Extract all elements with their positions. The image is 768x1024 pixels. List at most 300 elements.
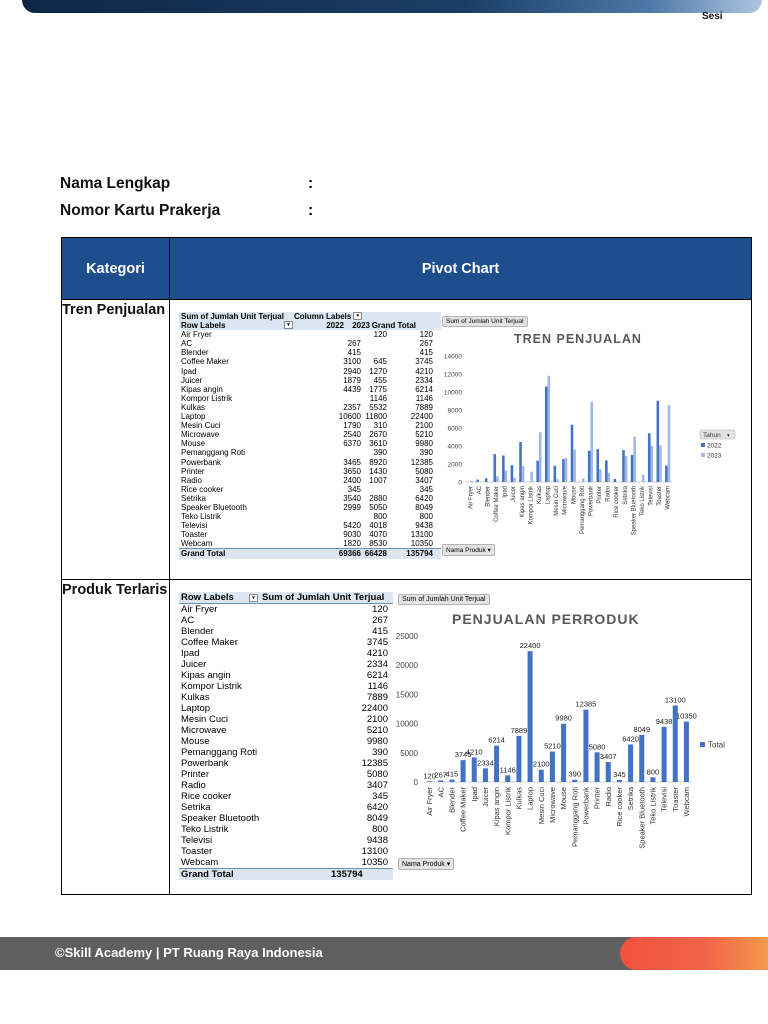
pivot2-row bbox=[179, 714, 393, 725]
pivot2-row-value: 7889 bbox=[366, 692, 388, 703]
chart1-category-label: Air Fryer bbox=[468, 486, 475, 509]
chart2-category-label: Air Fryer bbox=[425, 787, 435, 816]
pivot2-row-label: Televisi bbox=[181, 835, 213, 846]
chart2-data-label: 2334 bbox=[477, 758, 494, 768]
chart1-category-label: Mouse bbox=[571, 486, 578, 505]
chart1-category-label: Printer bbox=[597, 486, 604, 504]
chart2-legend-label: Total bbox=[708, 740, 725, 750]
pivot1-grand-total-row bbox=[179, 548, 441, 558]
chart1-bar-2022 bbox=[622, 450, 625, 482]
chart2-data-label: 2100 bbox=[532, 759, 550, 769]
pivot1-row-label: Pemanggang Roti bbox=[181, 448, 246, 458]
pivot1-row-label: Setrika bbox=[181, 493, 206, 503]
pivot2-row-label: Kulkas bbox=[181, 692, 210, 703]
chart1-category-label: AC bbox=[476, 486, 483, 495]
pivot2-row-label: Mesin Cuci bbox=[181, 714, 228, 725]
chart2-data-label: 13100 bbox=[664, 695, 686, 705]
pivot2-row-value: 5210 bbox=[366, 725, 388, 736]
chart1-legend-label: 2022 bbox=[707, 442, 722, 450]
chart1-ytick-label: 4000 bbox=[447, 443, 462, 451]
pivot1-row bbox=[179, 494, 441, 503]
pivot1-row bbox=[179, 476, 441, 485]
chart1-legend-dropdown-icon: ▾ bbox=[727, 433, 730, 439]
pivot1-row-label: Webcam bbox=[181, 539, 213, 549]
chart1-bar-2023 bbox=[539, 432, 542, 482]
pivot1-header-b bbox=[179, 321, 441, 330]
chart2-bar bbox=[461, 760, 466, 782]
pivot1-row-value: 120 bbox=[373, 330, 387, 340]
chart2-data-label: 7889 bbox=[510, 725, 528, 735]
pivot1-row bbox=[179, 439, 441, 448]
pivot1-row-value: 10350 bbox=[410, 539, 433, 549]
chart1-bar-2022 bbox=[648, 433, 651, 482]
pivot1-row-value: 800 bbox=[373, 512, 387, 522]
pivot1-row bbox=[179, 357, 441, 366]
chart2-category-label: Toaster bbox=[670, 787, 680, 812]
chart1-category-label: Laptop bbox=[545, 486, 552, 505]
pivot2-row-value: 8049 bbox=[366, 813, 388, 824]
pivot1-row-label: Mouse bbox=[181, 439, 206, 449]
pivot1-row-label: Laptop bbox=[181, 412, 206, 422]
pivot1-row bbox=[179, 421, 441, 430]
chart1-legend-swatch bbox=[701, 453, 705, 457]
chart2-bar bbox=[494, 746, 499, 782]
pivot1-row-value: 9980 bbox=[415, 439, 433, 449]
chart2-axis-button[interactable]: Nama Produk ▾ bbox=[398, 858, 454, 870]
chart2-bar bbox=[516, 736, 521, 782]
chart1-bar-2023 bbox=[582, 478, 585, 482]
pivot2-row bbox=[179, 857, 393, 868]
chart2-data-label: 3407 bbox=[599, 752, 617, 762]
pivot2-gt-value: 135794 bbox=[331, 869, 363, 880]
column-filter-dropdown[interactable]: ▾ bbox=[353, 312, 362, 320]
pivot1-row-value: 6214 bbox=[415, 384, 433, 394]
chart2-ytick-label: 5000 bbox=[400, 748, 418, 758]
chart2-data-label: 5210 bbox=[544, 741, 561, 751]
pivot1-row-value: 2999 bbox=[343, 502, 361, 512]
chart1-ytick-label: 6000 bbox=[447, 425, 462, 433]
chart2-category-label: Laptop bbox=[525, 787, 535, 810]
pivot1-row bbox=[179, 530, 441, 539]
pivot2-row bbox=[179, 835, 393, 846]
pivot1-gt-label: Grand Total bbox=[181, 549, 226, 559]
chart2-data-label: 345 bbox=[613, 769, 626, 779]
field-label-card: Nomor Kartu Prakerja bbox=[60, 202, 221, 219]
pivot1-row-value bbox=[361, 348, 387, 357]
chart1-bar-2023 bbox=[513, 478, 516, 482]
pivot2-row-label: Printer bbox=[181, 769, 209, 780]
chart1-bar-2022 bbox=[596, 449, 599, 482]
chart1-category-label: Radio bbox=[605, 486, 612, 502]
chart2-category-label: Printer bbox=[592, 787, 602, 810]
chart2-category-label: Rice cooker bbox=[614, 787, 624, 827]
chart1-bar-2023 bbox=[625, 456, 628, 482]
chart1-ytick-label: 0 bbox=[458, 479, 462, 487]
pivot2-header bbox=[179, 592, 393, 604]
pivot1-row-value: 2400 bbox=[343, 475, 361, 485]
chart2-bar bbox=[550, 752, 555, 782]
chart2-data-label: 6420 bbox=[622, 734, 639, 744]
chart1-category-label: Pemanggang Roti bbox=[579, 486, 586, 535]
chart1-category-label: Kipas angin bbox=[519, 486, 526, 518]
chart2-bar bbox=[528, 651, 533, 782]
pivot1-row bbox=[179, 539, 441, 548]
pivot2-row-value: 13100 bbox=[361, 846, 388, 857]
pivot-cell-1 bbox=[170, 300, 752, 580]
pivot2-row bbox=[179, 802, 393, 813]
pivot2-row-label: Laptop bbox=[181, 703, 211, 714]
pivot2-row-value: 6420 bbox=[366, 802, 388, 813]
pivot1-row-value: 8530 bbox=[369, 539, 387, 549]
chart1-category-label: Kulkas bbox=[536, 486, 543, 505]
pivot1-row-label: Toaster bbox=[181, 530, 208, 540]
chart2-category-label: Kipas angin bbox=[492, 787, 502, 827]
pivot2-row-value: 3407 bbox=[366, 780, 388, 791]
pivot1-row-value: 3745 bbox=[415, 357, 433, 367]
pivot1-row-label: Kompor Listrik bbox=[181, 393, 233, 403]
pivot2-row-label: Radio bbox=[181, 780, 206, 791]
pivot2-row-label: Kipas angin bbox=[181, 670, 231, 681]
pivot1-row-label: Kipas angin bbox=[181, 384, 223, 394]
chart-penjualan-perroduk bbox=[394, 590, 746, 882]
category-produk-terlaris: Produk Terlaris bbox=[62, 580, 170, 895]
pivot2-row-value: 22400 bbox=[361, 703, 388, 714]
pivot2-row-label: Microwave bbox=[181, 725, 227, 736]
pivot1-row bbox=[179, 330, 441, 339]
pivot1-row-label: Air Fryer bbox=[181, 330, 212, 340]
pivot2-gt-label: Grand Total bbox=[181, 869, 234, 880]
pivot2-row-label: Coffee Maker bbox=[181, 637, 238, 648]
chart1-bar-2023 bbox=[608, 473, 611, 482]
pivot2-row bbox=[179, 846, 393, 857]
chart2-data-label: 22400 bbox=[519, 641, 541, 651]
pivot2-row-label: Blender bbox=[181, 626, 214, 637]
chart1-category-label: Toaster bbox=[657, 486, 664, 506]
pivot1-row-label: Mesin Cuci bbox=[181, 421, 221, 431]
pivot1-row-value: 8920 bbox=[369, 457, 387, 467]
chart2-bar bbox=[539, 770, 544, 782]
chart1-ytick-label: 8000 bbox=[447, 407, 462, 415]
chart2-ytick-label: 15000 bbox=[395, 690, 418, 700]
chart1-ytick-label: 12000 bbox=[443, 371, 462, 379]
pivot-table-total bbox=[179, 592, 393, 880]
chart2-category-label: Teko Listrik bbox=[648, 787, 658, 825]
pivot1-row-value: 1775 bbox=[369, 384, 387, 394]
chart1-bar-2022 bbox=[665, 466, 668, 482]
pivot1-row bbox=[179, 376, 441, 385]
chart1-bar-2023 bbox=[505, 471, 508, 482]
chart2-category-label: Mesin Cuci bbox=[536, 787, 546, 825]
chart2-category-label: Mouse bbox=[559, 787, 569, 810]
chart2-category-label: Microwave bbox=[547, 787, 557, 823]
chart1-bar-2022 bbox=[562, 459, 565, 482]
pivot2-row-label: Ipad bbox=[181, 648, 200, 659]
chart2-category-label: Radio bbox=[603, 787, 613, 807]
chart2-data-label: 9438 bbox=[655, 716, 673, 726]
pivot1-row-value bbox=[315, 448, 361, 457]
pivot1-row bbox=[179, 458, 441, 467]
pivot1-row-value: 1879 bbox=[343, 375, 361, 385]
pivot1-row-value: 13100 bbox=[410, 530, 433, 540]
chart1-bar-2022 bbox=[536, 461, 539, 482]
chart1-bar-2022 bbox=[605, 460, 608, 482]
chart1-bar-2023 bbox=[470, 481, 473, 482]
pivot1-gt-2022: 69366 bbox=[338, 549, 361, 559]
chart1-bar-2023 bbox=[530, 472, 533, 482]
chart2-bar bbox=[572, 780, 577, 782]
chart1-category-label: Ipad bbox=[502, 486, 509, 498]
chart2-data-label: 8049 bbox=[633, 724, 651, 734]
chart1-bar-2022 bbox=[485, 478, 488, 482]
pivot2-row-value: 120 bbox=[372, 604, 388, 615]
pivot1-row-label: Microwave bbox=[181, 430, 220, 440]
chart1-bar-2022 bbox=[657, 401, 660, 482]
footer-accent bbox=[620, 937, 768, 970]
pivot1-row bbox=[179, 521, 441, 530]
pivot1-row-value: 1430 bbox=[369, 466, 387, 476]
pivot1-row-label: Rice cooker bbox=[181, 484, 224, 494]
chart1-title: TREN PENJUALAN bbox=[514, 332, 642, 346]
pivot2-row bbox=[179, 758, 393, 769]
chart2-category-label: Setrika bbox=[626, 787, 636, 811]
chart1-bar-2023 bbox=[642, 475, 645, 482]
pivot1-row-value: 267 bbox=[347, 339, 361, 349]
chart1-bar-2022 bbox=[502, 456, 505, 482]
chart1-bar-2022 bbox=[511, 465, 514, 482]
chart2-data-label: 800 bbox=[646, 767, 660, 777]
pivot2-row-filter-dropdown[interactable]: ▾ bbox=[249, 594, 258, 602]
pivot1-row-value: 6370 bbox=[343, 439, 361, 449]
chart2-title: PENJUALAN PERRODUK bbox=[452, 611, 640, 627]
pivot1-row-value: 2880 bbox=[369, 493, 387, 503]
chart1-bar-2023 bbox=[633, 437, 636, 482]
pivot1-row-value: 2540 bbox=[343, 430, 361, 440]
chart2-data-label: 3745 bbox=[454, 750, 472, 760]
chart2-bar bbox=[505, 775, 510, 782]
chart2-bar bbox=[427, 781, 432, 782]
pivot1-row-value: 10600 bbox=[338, 412, 361, 422]
pivot-table-yearly bbox=[179, 312, 441, 559]
pivot2-row-label: Pemanggang Roti bbox=[181, 747, 258, 758]
pivot1-row-label: Kulkas bbox=[181, 402, 206, 412]
chart2-bar bbox=[628, 745, 633, 782]
chart2-category-label: Powerbank bbox=[581, 787, 591, 825]
chart1-bar-2022 bbox=[493, 454, 496, 482]
chart1-axis-button[interactable]: Nama Produk ▾ bbox=[442, 544, 495, 556]
chart2-bar bbox=[650, 777, 655, 782]
pivot2-row bbox=[179, 780, 393, 791]
header-kategori: Kategori bbox=[62, 238, 170, 300]
footer-text: ©Skill Academy | PT Ruang Raya Indonesia bbox=[55, 945, 323, 960]
pivot1-row-label: Speaker Bluetooth bbox=[181, 502, 247, 512]
pivot1-row-value: 267 bbox=[419, 339, 433, 349]
pivot1-row bbox=[179, 448, 441, 457]
chart1-bar-2023 bbox=[548, 376, 551, 482]
pivot1-row bbox=[179, 512, 441, 521]
chart1-axis-label: Nama Produk bbox=[446, 547, 486, 554]
pivot1-row bbox=[179, 339, 441, 348]
pivot1-row-value: 11800 bbox=[365, 412, 387, 422]
chart1-bar-2022 bbox=[631, 455, 634, 482]
pivot1-row-label: Powerbank bbox=[181, 457, 222, 467]
pivot1-row-value: 800 bbox=[419, 512, 433, 522]
pivot1-row-value: 2940 bbox=[343, 366, 361, 376]
pivot1-row-value: 4439 bbox=[343, 384, 361, 394]
chart1-category-label: Powerbank bbox=[588, 486, 595, 517]
chart2-bar bbox=[606, 762, 611, 782]
pivot1-corner: Sum of Jumlah Unit Terjual bbox=[181, 312, 284, 321]
chart2-svg bbox=[394, 590, 746, 882]
pivot2-row-value: 345 bbox=[372, 791, 388, 802]
pivot1-row-value: 7889 bbox=[415, 402, 433, 412]
chart2-category-label: Kompor Listrik bbox=[503, 787, 513, 835]
pivot1-row-value: 345 bbox=[419, 484, 433, 494]
chart2-data-label: 120 bbox=[423, 771, 436, 781]
chart1-bar-2023 bbox=[573, 450, 576, 482]
chart1-field-button[interactable]: Sum of Jumlah Unit Terjual bbox=[442, 316, 528, 327]
chart1-category-label: Teko Listrik bbox=[639, 486, 646, 517]
pivot1-row-value: 5050 bbox=[369, 502, 387, 512]
chart-tren-penjualan bbox=[442, 312, 744, 570]
chart1-category-label: Juicer bbox=[511, 486, 518, 503]
pivot2-row-value: 6214 bbox=[366, 670, 388, 681]
pivot2-value-header: Sum of Jumlah Unit Terjual bbox=[262, 592, 385, 603]
pivot2-row-label: Toaster bbox=[181, 846, 213, 857]
chart1-bar-2023 bbox=[599, 469, 602, 482]
session-label: Sesi bbox=[702, 11, 723, 22]
pivot2-row-label: Mouse bbox=[181, 736, 210, 747]
chart2-bar bbox=[449, 780, 454, 782]
chart2-legend-swatch bbox=[700, 742, 705, 747]
chart1-bar-2023 bbox=[565, 458, 568, 482]
chart2-category-label: Televisi bbox=[659, 787, 669, 812]
pivot2-row bbox=[179, 659, 393, 670]
pivot1-row-value: 4070 bbox=[369, 530, 387, 540]
chart2-category-label: Coffee Maker bbox=[458, 787, 468, 832]
chart1-bar-2023 bbox=[496, 476, 499, 482]
chart1-ytick-label: 2000 bbox=[447, 461, 462, 469]
pivot1-row-label: Ipad bbox=[181, 366, 197, 376]
pivot2-row-label: AC bbox=[181, 615, 195, 626]
pivot1-row-label: Televisi bbox=[181, 521, 208, 531]
pivot1-row-value: 2357 bbox=[343, 402, 361, 412]
pivot1-row bbox=[179, 430, 441, 439]
pivot1-row bbox=[179, 367, 441, 376]
chart2-bar bbox=[438, 780, 443, 782]
pivot2-row bbox=[179, 824, 393, 835]
pivot1-row bbox=[179, 385, 441, 394]
chart1-legend-swatch bbox=[701, 443, 705, 447]
assignment-table bbox=[61, 237, 752, 895]
pivot2-row-label: Webcam bbox=[181, 857, 219, 868]
chart2-data-label: 4210 bbox=[465, 747, 483, 757]
chart2-ytick-label: 0 bbox=[413, 778, 418, 787]
pivot1-row-value: 415 bbox=[347, 348, 361, 358]
chart2-bar bbox=[483, 768, 488, 782]
field-label-name: Nama Lengkap bbox=[60, 175, 171, 192]
chart2-bar bbox=[583, 710, 588, 782]
pivot2-row bbox=[179, 791, 393, 802]
pivot1-row-value: 1146 bbox=[369, 393, 387, 403]
chart2-data-label: 267 bbox=[434, 770, 448, 780]
pivot1-row-value: 390 bbox=[373, 448, 387, 458]
pivot1-row-value: 3610 bbox=[369, 439, 387, 449]
pivot1-row-value: 3540 bbox=[343, 493, 361, 503]
pivot2-row bbox=[179, 747, 393, 758]
chart1-bar-2023 bbox=[556, 479, 559, 482]
chart1-bar-2022 bbox=[571, 425, 574, 482]
chart2-ytick-label: 25000 bbox=[395, 632, 418, 641]
chart2-field-button[interactable]: Sum of Jumlah Unit Terjual bbox=[398, 594, 490, 605]
pivot1-row-value: 2100 bbox=[415, 421, 433, 431]
pivot1-row-value bbox=[361, 339, 387, 348]
chart2-category-label: Kulkas bbox=[514, 787, 524, 810]
chart2-data-label: 1146 bbox=[499, 765, 516, 775]
pivot1-gt-2023: 66428 bbox=[364, 549, 387, 559]
pivot1-row bbox=[179, 503, 441, 512]
pivot1-row bbox=[179, 348, 441, 357]
chart1-category-label: Kompor Listrik bbox=[528, 486, 535, 525]
pivot1-row-value: 3465 bbox=[343, 457, 361, 467]
chart2-category-label: Pemanggang Roti bbox=[570, 787, 580, 848]
pivot1-row-value: 1790 bbox=[343, 421, 361, 431]
pivot2-row bbox=[179, 670, 393, 681]
pivot2-row-value: 267 bbox=[372, 615, 388, 626]
chart1-bar-2022 bbox=[519, 442, 522, 482]
chart1-bar-2023 bbox=[522, 466, 525, 482]
row-filter-dropdown[interactable]: ▾ bbox=[284, 321, 293, 329]
field-colon-card: : bbox=[308, 202, 314, 219]
pivot2-row-value: 2334 bbox=[366, 659, 388, 670]
pivot2-row bbox=[179, 637, 393, 648]
pivot2-row bbox=[179, 604, 393, 615]
pivot1-col-total: Grand Total bbox=[371, 321, 416, 331]
pivot2-row bbox=[179, 769, 393, 780]
chart1-legend-label: 2023 bbox=[707, 452, 722, 460]
pivot1-row-value: 120 bbox=[419, 330, 433, 340]
chart2-data-label: 415 bbox=[445, 769, 459, 779]
chart1-bar-2022 bbox=[614, 479, 617, 482]
chart2-bar bbox=[472, 757, 477, 782]
pivot1-row-value: 8049 bbox=[415, 502, 433, 512]
pivot1-row-value: 5420 bbox=[343, 521, 361, 531]
chart1-bar-2023 bbox=[651, 446, 654, 482]
pivot1-row-value: 1820 bbox=[343, 539, 361, 549]
pivot2-row bbox=[179, 703, 393, 714]
chart1-category-label: Coffee Maker bbox=[494, 486, 501, 522]
chart2-bar bbox=[595, 752, 600, 782]
pivot2-row-value: 12385 bbox=[361, 758, 388, 769]
chart1-category-label: Speaker Bluetooth bbox=[631, 486, 638, 536]
chart2-category-label: AC bbox=[436, 787, 446, 798]
pivot2-row-value: 415 bbox=[372, 626, 388, 637]
pivot1-row-label: Radio bbox=[181, 475, 202, 485]
pivot1-row-label: Teko Listrik bbox=[181, 512, 222, 522]
pivot1-row-value bbox=[315, 394, 361, 403]
chart2-category-label: Webcam bbox=[681, 787, 691, 817]
pivot2-row-label: Powerbank bbox=[181, 758, 229, 769]
chart2-data-label: 12385 bbox=[575, 699, 597, 709]
chart1-category-label: Blender bbox=[485, 486, 492, 507]
chart2-category-label: Blender bbox=[447, 787, 457, 813]
pivot2-row-value: 800 bbox=[372, 824, 388, 835]
chart2-data-label: 9980 bbox=[555, 713, 572, 723]
pivot2-row-value: 9438 bbox=[366, 835, 388, 846]
pivot2-row-labels: Row Labels bbox=[181, 592, 234, 603]
pivot1-row-value: 5210 bbox=[415, 430, 433, 440]
pivot1-row-value: 390 bbox=[419, 448, 433, 458]
pivot2-row-value: 10350 bbox=[361, 857, 388, 868]
